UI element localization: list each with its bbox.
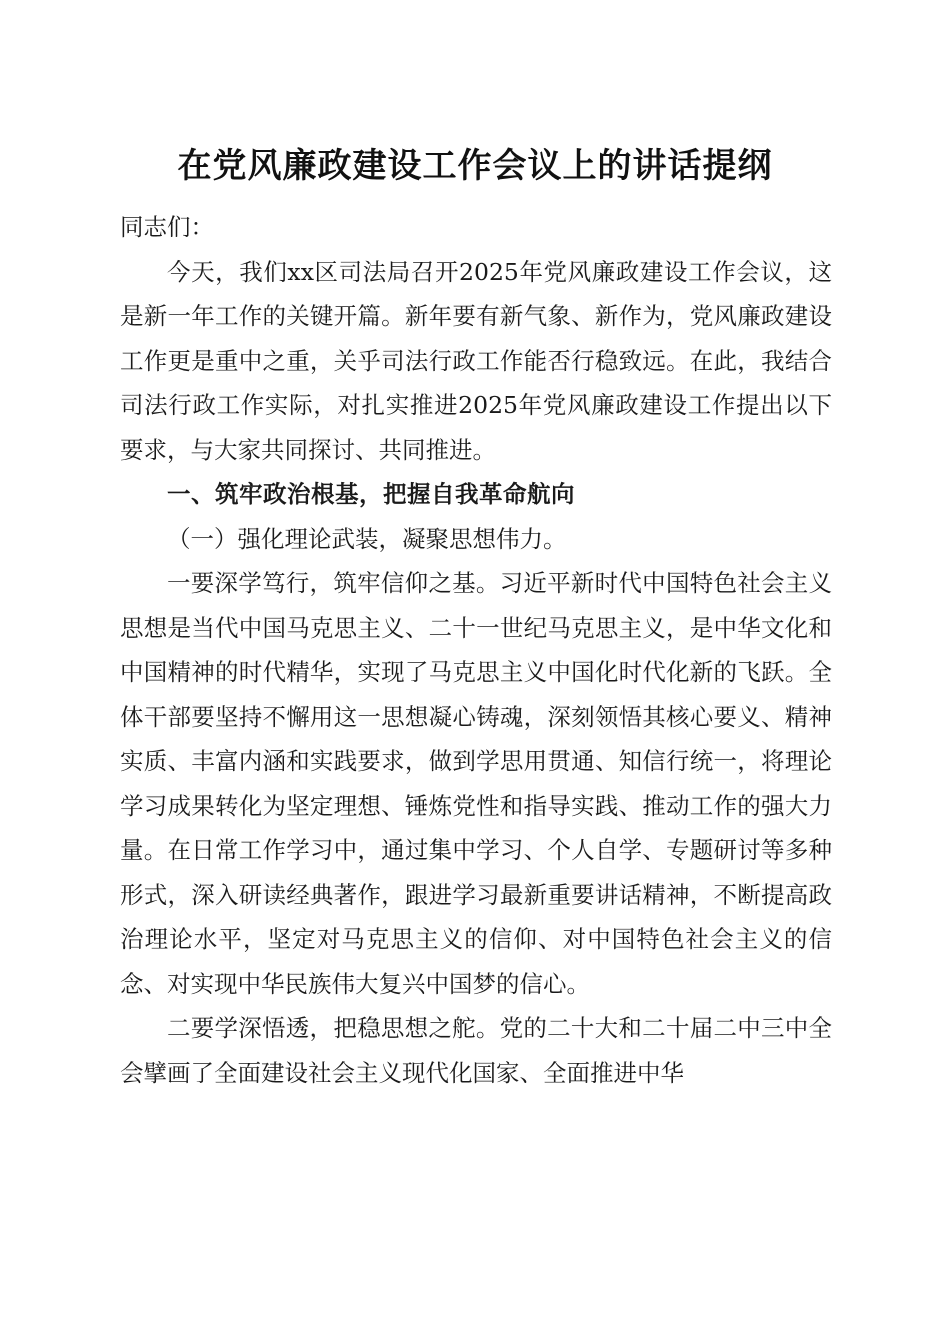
body-paragraph: 一要深学笃行，筑牢信仰之基。习近平新时代中国特色社会主义思想是当代中国马克思主义、二十一世纪马克思主义，是中华文化和中国精神的时代精华，实现了马克思主义中国化时代化新的飞跃。全体干部要坚持不懈用这一思想凝心铸魂，深刻领悟其核心要义、精神实质、丰富内涵和实践要求，做到学思用贯通、知信行统一，将理论学习成果转化为坚定理想、锤炼党性和指导实践、推动工作的强大力量。在日常工作学习中，通过集中学习、个人自学、专题研讨等多种形式，深入研读经典著作，跟进学习最新重要讲话精神，不断提高政治理论水平，坚定对马克思主义的信仰、对中国特色社会主义的信念、对实现中华民族伟大复兴中国梦的信心。 xyxy=(120,569,832,998)
document-title: 在党风廉政建设工作会议上的讲话提纲 xyxy=(177,146,773,186)
section-heading: 一、筑牢政治根基，把握自我革命航向 xyxy=(167,480,575,508)
document-body xyxy=(120,205,832,1095)
body-paragraph: 二要学深悟透，把稳思想之舵。党的二十大和二十届二中三中全会擘画了全面建设社会主义现代化国家、全面推进中华 xyxy=(120,1014,832,1087)
salutation: 同志们： xyxy=(120,213,214,241)
intro-paragraph: 今天，我们xx区司法局召开2025年党风廉政建设工作会议，这是新一年工作的关键开篇。新年要有新气象、新作为，党风廉政建设工作更是重中之重，关乎司法行政工作能否行稳致远。在此，我结合司法行政工作实际，对扎实推进2025年党风廉政建设工作提出以下要求，与大家共同探讨、共同推进。 xyxy=(120,257,832,464)
subsection-heading: （一）强化理论武装，凝聚思想伟力。 xyxy=(167,524,567,553)
